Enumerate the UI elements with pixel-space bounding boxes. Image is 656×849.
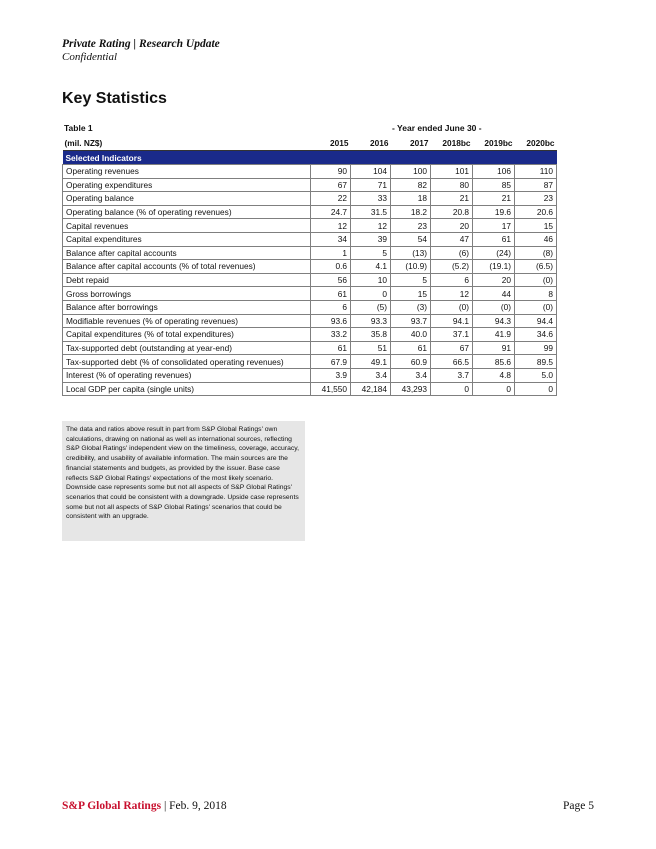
table-cell: 47: [431, 232, 473, 246]
table-row: [63, 328, 557, 342]
table-cell: 104: [351, 165, 391, 179]
row-label: Modifiable revenues (% of operating revenues): [63, 314, 311, 328]
table-cell: 20.6: [515, 205, 557, 219]
table-cell: 20: [431, 219, 473, 233]
footer-separator: |: [161, 800, 170, 812]
table-cell: (3): [391, 300, 431, 314]
table-cell: 37.1: [431, 328, 473, 342]
page-number: Page 5: [563, 800, 594, 812]
period-label: - Year ended June 30 -: [392, 123, 482, 133]
footer-date: Feb. 9, 2018: [169, 800, 227, 812]
table-row: [63, 165, 557, 179]
table-cell: 54: [391, 232, 431, 246]
table-cell: 15: [515, 219, 557, 233]
table-cell: 21: [473, 192, 515, 206]
table-cell: 110: [515, 165, 557, 179]
table-row: [63, 300, 557, 314]
table-row: [63, 219, 557, 233]
table-cell: 34: [311, 232, 351, 246]
table-cell: 99: [515, 341, 557, 355]
table-cell: 0: [515, 382, 557, 396]
section-row: [63, 151, 557, 165]
table-cell: 18: [391, 192, 431, 206]
table-row: [63, 246, 557, 260]
table-cell: 56: [311, 273, 351, 287]
table-cell: 87: [515, 178, 557, 192]
table-cell: (24): [473, 246, 515, 260]
table-cell: 10: [351, 273, 391, 287]
table-cell: (0): [431, 300, 473, 314]
row-label: Operating balance (% of operating revenues): [63, 205, 311, 219]
table-cell: 31.5: [351, 205, 391, 219]
row-label: Interest (% of operating revenues): [63, 368, 311, 382]
table-cell: 6: [431, 273, 473, 287]
table-cell: 101: [431, 165, 473, 179]
table-cell: 1: [311, 246, 351, 260]
table-cell: 93.3: [351, 314, 391, 328]
document-header-subtitle: Confidential: [62, 51, 117, 63]
table-cell: 3.4: [351, 368, 391, 382]
brand-name: S&P Global Ratings: [62, 800, 162, 812]
table-cell: 42,184: [351, 382, 391, 396]
table-cell: 0: [351, 287, 391, 301]
table-cell: 61: [391, 341, 431, 355]
document-header-title: Private Rating | Research Update: [62, 38, 220, 50]
table-row: [63, 355, 557, 369]
column-header: 2018bc: [442, 138, 471, 148]
column-header: 2020bc: [526, 138, 555, 148]
table-cell: 89.5: [515, 355, 557, 369]
row-label: Tax-supported debt (% of consolidated operating revenues): [63, 355, 311, 369]
table-cell: 18.2: [391, 205, 431, 219]
footer-brand: [62, 800, 227, 812]
table-cell: 23: [515, 192, 557, 206]
table-cell: 61: [473, 232, 515, 246]
table-cell: 22: [311, 192, 351, 206]
methodology-note: The data and ratios above result in part from S&P Global Ratings' own calculations, drawing on national as well as international sources, reflecting S&P Global Ratings' independent view on the timeliness, coverage, accuracy, credibility, and usability of available information. The main sources are the financial statements and budgets, as provided by the issuer. Base case reflects S&P Global Ratings' expectations of the most likely scenario. Downside case represents some but not all aspects of S&P Global Ratings' scenarios that could be consistent with a downgrade. Upside case represents some but not all aspects of S&P Global Ratings' scenarios that could be consistent with an upgrade.: [62, 421, 305, 541]
table-cell: 24.7: [311, 205, 351, 219]
table-cell: 6: [311, 300, 351, 314]
table-cell: 20: [473, 273, 515, 287]
table-cell: (13): [391, 246, 431, 260]
table-row: [63, 178, 557, 192]
table-cell: 41,550: [311, 382, 351, 396]
table-cell: 3.9: [311, 368, 351, 382]
statistics-table: [62, 136, 557, 396]
table-cell: 41.9: [473, 328, 515, 342]
row-label: Local GDP per capita (single units): [63, 382, 311, 396]
table-cell: 60.9: [391, 355, 431, 369]
table-cell: (0): [515, 300, 557, 314]
table-cell: 34.6: [515, 328, 557, 342]
column-header: 2019bc: [484, 138, 513, 148]
table-cell: (6.5): [515, 260, 557, 274]
table-cell: 44: [473, 287, 515, 301]
table-cell: 90: [311, 165, 351, 179]
row-label: Capital expenditures (% of total expenditures): [63, 328, 311, 342]
row-label: Balance after borrowings: [63, 300, 311, 314]
row-label: Tax-supported debt (outstanding at year-end): [63, 341, 311, 355]
table-cell: 21: [431, 192, 473, 206]
row-label: Balance after capital accounts: [63, 246, 311, 260]
table-cell: 106: [473, 165, 515, 179]
table-cell: 67: [431, 341, 473, 355]
table-cell: 94.3: [473, 314, 515, 328]
table-cell: 67.9: [311, 355, 351, 369]
row-label: Operating balance: [63, 192, 311, 206]
table-cell: 49.1: [351, 355, 391, 369]
table-cell: 3.4: [391, 368, 431, 382]
table-row: [63, 232, 557, 246]
table-cell: 5.0: [515, 368, 557, 382]
table-cell: 66.5: [431, 355, 473, 369]
table-cell: 20.8: [431, 205, 473, 219]
table-cell: 61: [311, 341, 351, 355]
table-cell: 23: [391, 219, 431, 233]
table-cell: (5): [351, 300, 391, 314]
row-label: Operating revenues: [63, 165, 311, 179]
table-row: [63, 368, 557, 382]
table-header-row: [63, 136, 557, 151]
table-cell: (0): [515, 273, 557, 287]
table-cell: 43,293: [391, 382, 431, 396]
row-label: Balance after capital accounts (% of total revenues): [63, 260, 311, 274]
table-row: [63, 260, 557, 274]
table-cell: (8): [515, 246, 557, 260]
table-cell: 94.4: [515, 314, 557, 328]
row-label: Capital revenues: [63, 219, 311, 233]
table-row: [63, 314, 557, 328]
table-cell: 15: [391, 287, 431, 301]
table-row: [63, 205, 557, 219]
table-cell: 46: [515, 232, 557, 246]
table-cell: 5: [351, 246, 391, 260]
table-cell: 61: [311, 287, 351, 301]
table-row: [63, 192, 557, 206]
section-title: Key Statistics: [62, 90, 167, 107]
table-cell: 0: [473, 382, 515, 396]
table-cell: 35.8: [351, 328, 391, 342]
table-cell: (10.9): [391, 260, 431, 274]
table-cell: 33: [351, 192, 391, 206]
table-cell: 93.6: [311, 314, 351, 328]
table-cell: (19.1): [473, 260, 515, 274]
row-label: Debt repaid: [63, 273, 311, 287]
table-cell: 4.1: [351, 260, 391, 274]
table-cell: 67: [311, 178, 351, 192]
table-cell: 39: [351, 232, 391, 246]
table-cell: 12: [311, 219, 351, 233]
row-label: Gross borrowings: [63, 287, 311, 301]
table-cell: 33.2: [311, 328, 351, 342]
table-caption-row: [62, 123, 556, 136]
table-cell: 82: [391, 178, 431, 192]
table-cell: 3.7: [431, 368, 473, 382]
table-caption: Table 1: [64, 123, 93, 133]
table-row: [63, 341, 557, 355]
column-header: 2015: [330, 138, 349, 148]
table-cell: 71: [351, 178, 391, 192]
table-cell: 4.8: [473, 368, 515, 382]
table-cell: 93.7: [391, 314, 431, 328]
table-cell: 12: [351, 219, 391, 233]
table-cell: 94.1: [431, 314, 473, 328]
table-cell: 12: [431, 287, 473, 301]
row-label: Capital expenditures: [63, 232, 311, 246]
table-cell: 8: [515, 287, 557, 301]
section-label: Selected Indicators: [63, 151, 557, 165]
table-cell: 85.6: [473, 355, 515, 369]
unit-label: (mil. NZ$): [64, 138, 103, 148]
column-header: 2016: [370, 138, 389, 148]
table-cell: 40.0: [391, 328, 431, 342]
table-cell: 51: [351, 341, 391, 355]
table-cell: (5.2): [431, 260, 473, 274]
column-header: 2017: [410, 138, 429, 148]
table-row: [63, 287, 557, 301]
row-label: Operating expenditures: [63, 178, 311, 192]
table-cell: (0): [473, 300, 515, 314]
table-row: [63, 273, 557, 287]
table-cell: 85: [473, 178, 515, 192]
table-cell: 17: [473, 219, 515, 233]
key-statistics-table: [62, 123, 556, 396]
table-cell: 0.6: [311, 260, 351, 274]
table-cell: 80: [431, 178, 473, 192]
table-row: [63, 382, 557, 396]
table-cell: (6): [431, 246, 473, 260]
table-cell: 100: [391, 165, 431, 179]
table-cell: 19.6: [473, 205, 515, 219]
table-cell: 5: [391, 273, 431, 287]
table-cell: 0: [431, 382, 473, 396]
table-cell: 91: [473, 341, 515, 355]
